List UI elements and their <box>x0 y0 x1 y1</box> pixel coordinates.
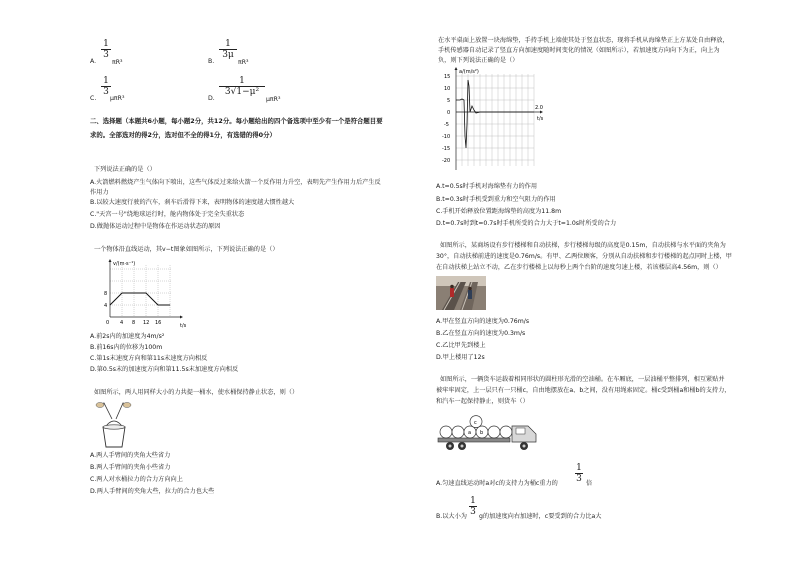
option-b-label: B. <box>208 58 215 65</box>
q6-option-a-pre: A.匀速直线运动时a对c的支持力为桶c重力的 <box>436 480 558 487</box>
fraction-c: 1 3 <box>100 77 112 97</box>
q1-option-b: B.以较大速度行驶的汽车，刹车后滑得下来，表明物体的速度越大惯性越大 <box>90 199 295 206</box>
at-curve <box>456 80 534 148</box>
at-ytick-10: 10 <box>444 86 451 92</box>
at-xlabel: t/s <box>537 116 544 122</box>
q4-option-c: C.手机开始释放位置距海绵垫的高度为11.8m <box>436 208 562 215</box>
svg-text:b: b <box>480 430 484 436</box>
at-ylabel: a/(m/s²) <box>459 69 479 75</box>
q5-option-d: D.甲上楼用了12s <box>436 354 485 361</box>
vt-graph-grid <box>110 265 172 317</box>
at-ytick-m10: -10 <box>442 134 451 140</box>
vt-ytick-4: 4 <box>104 303 108 309</box>
q4-option-d: D.t=0.7s时到t=0.7s时手机所受的合力大于t=1.0s时所受的合力 <box>436 220 617 227</box>
q4-option-b: B.t=0.3s时手机受到重力和空气阻力的作用 <box>436 196 556 203</box>
q2-option-b: B.前16s内的位移为100m <box>90 344 163 351</box>
q6-option-b-post: g的加速度向右加速时，c要受到的合力比a大 <box>479 513 602 520</box>
q4-stem-line2: 手机传感器自动记录了竖直方向加速度随时间变化的情况（如图所示），若加速度方向向下为正，向上为 <box>438 47 720 54</box>
vt-graph <box>92 257 202 329</box>
q6-stem-line1: 如图所示，一辆货车运载着相同形状的圆柱形光滑的空油桶。在车厢底，一层油桶平整排列，相互紧贴并 <box>440 376 725 383</box>
q4-option-a: A.t=0.5s时手机对海绵垫有力的作用 <box>436 183 538 190</box>
vt-xtick-4: 4 <box>120 320 124 326</box>
at-ytick-5: 5 <box>447 98 451 104</box>
option-c-tail: μπR³ <box>110 95 125 102</box>
option-a-label: A. <box>90 58 97 65</box>
q1-option-c: C."天宫一号"绕地球运行时，舱内物体处于完全失重状态 <box>90 211 245 218</box>
vt-xtick-12: 12 <box>143 320 150 326</box>
fraction-a: 1 3 <box>100 40 112 60</box>
at-graph <box>436 66 548 176</box>
svg-text:c: c <box>474 420 477 426</box>
section-heading-line1: 二、选择题（本题共6小题，每小题2分，共12分。每小题给出的四个备选项中至少有一个是符合题目要 <box>90 117 383 125</box>
q2-stem: 一个物体沿直线运动，其v−t图象如图所示，下列说法正确的是（） <box>94 246 279 253</box>
vt-curve <box>110 293 170 305</box>
bucket-figure <box>94 401 134 449</box>
at-ytick-m15: -15 <box>442 146 451 152</box>
q1-stem: 下列说法正确的是（） <box>94 166 156 173</box>
q2-option-c: C.第1s末速度方向和第11s末速度方向相反 <box>90 355 208 362</box>
option-b-tail: πR³ <box>238 59 249 66</box>
vt-xlabel: t/s <box>180 323 187 329</box>
q5-stem-line2: 30°，自动扶梯前进的速度是0.76m/s。有甲、乙两位顾客，分别从自动扶梯和步行楼梯的起点同时上楼，甲 <box>436 253 732 260</box>
q5-stem-line3: 在自动扶梯上站立不动，乙在步行楼梯上以每秒上两个台阶的速度匀速上楼，若该楼层高4.56m，则（） <box>436 264 722 271</box>
q5-stem-line1: 如图所示，某商场设有步行楼梯和自动扶梯，步行楼梯每级的高度是0.15m，自动扶梯与水平面的夹角为 <box>440 242 726 249</box>
option-c-label: C. <box>90 95 97 102</box>
fraction-b: 1 3μ <box>218 40 238 60</box>
vt-ylabel: v/(m·s⁻¹) <box>113 261 136 267</box>
q1-option-a: A.火箭燃料燃烧产生气体向下喷出，这些气体反过来给火箭一个反作用力升空，表明先产生作用力后产生反 <box>90 179 381 186</box>
q5-option-c: C.乙比甲先到楼上 <box>436 342 486 349</box>
q3-option-d: D.两人手臂间的夹角大些，拉力的合力也大些 <box>90 488 215 495</box>
q6-stem-line3: 和汽车一起保持静止，则货车（） <box>436 398 529 405</box>
truck-figure <box>436 404 548 458</box>
q6-b-fraction: 1 3 <box>470 496 476 517</box>
q3-option-b: B.两人手臂间的夹角小些省力 <box>90 464 171 471</box>
at-ytick-15: 15 <box>444 74 451 80</box>
q3-option-c: C.两人对水桶拉力的合力方向向上 <box>90 476 183 483</box>
svg-text:a: a <box>468 430 472 436</box>
vt-xtick-16: 16 <box>155 320 162 326</box>
at-ytick-m20: -20 <box>442 158 451 164</box>
option-d-tail: μπR³ <box>266 96 281 103</box>
q6-option-a-post: 倍 <box>586 480 593 487</box>
q2-option-a: A.前2s内的加速度为4m/s² <box>90 333 165 340</box>
fraction-d: 1 3√1−μ² <box>218 77 266 97</box>
q4-stem-line1: 在水平桌面上放置一块海绵垫，手持手机上端使其处于竖直状态，现将手机从海绵垫正上方某处自由释放， <box>438 37 729 44</box>
q1-option-a-cont: 作用力 <box>90 189 109 196</box>
q2-option-d: D.第0.5s末的加速度方向和第11.5s末加速度方向相反 <box>90 366 239 373</box>
q6-stem-line2: 被牢牢固定，上一层只有一只桶c，自由地摆放在a、b之间，没有用绳索固定。桶c受到桶a和桶b的支持力， <box>436 387 731 394</box>
q3-option-a: A.两人手臂间的夹角大些省力 <box>90 452 171 459</box>
at-xtick: 2.0 <box>535 105 543 111</box>
option-d-label: D. <box>208 95 215 102</box>
q6-option-b-pre: B.以大小为 <box>436 513 467 520</box>
q1-option-d: D.做抛体运动过程中是物体在作运动状态的原因 <box>90 223 221 230</box>
q5-option-a: A.甲在竖直方向的速度为0.76m/s <box>436 318 530 325</box>
at-ytick-m5: -5 <box>444 122 449 128</box>
escalator-photo <box>436 276 486 310</box>
at-ytick-0: 0 <box>447 110 451 116</box>
q4-stem-line3: 负，则下列说法正确的是（） <box>438 57 519 64</box>
q3-stem: 如图所示，两人用同样大小的力共提一桶水，使水桶保持静止状态，则（） <box>94 389 299 396</box>
q5-option-b: B.乙在竖直方向的速度为0.3m/s <box>436 330 526 337</box>
q6-a-fraction: 1 3 <box>576 463 582 484</box>
section-heading-line2: 求的。全部选对的得2分，选对但不全的得1分，有选错的得0分） <box>90 131 276 139</box>
vt-xtick-8: 8 <box>132 320 136 326</box>
option-a-tail: πR³ <box>112 59 123 66</box>
vt-ytick-8: 8 <box>104 291 108 297</box>
vt-xtick-0: 0 <box>106 320 110 326</box>
